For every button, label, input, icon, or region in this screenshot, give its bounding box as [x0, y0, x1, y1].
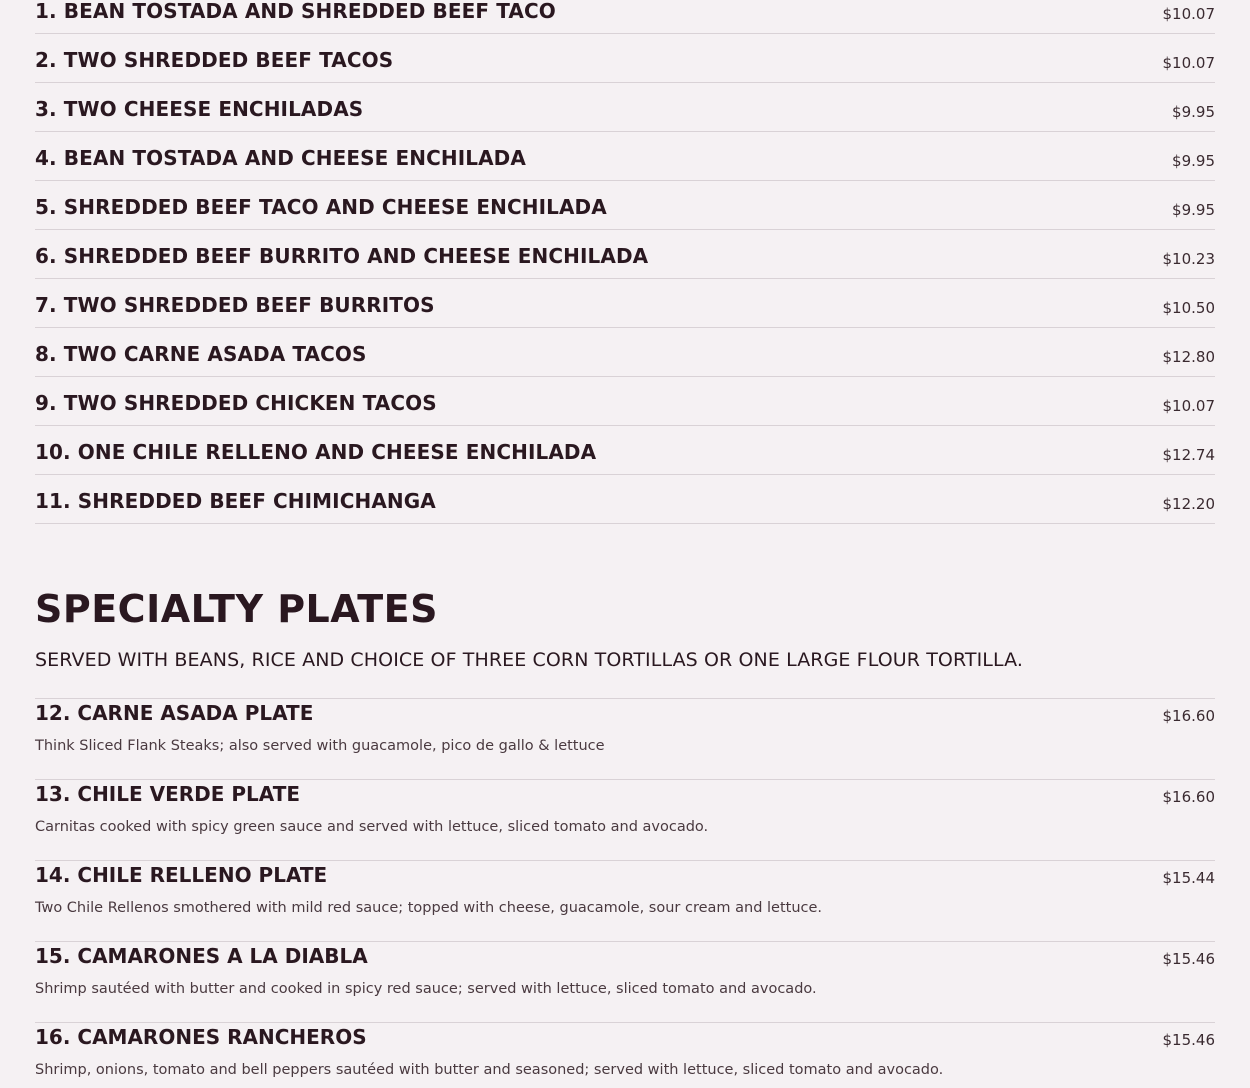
- menu-item-name: 4. BEAN TOSTADA AND CHEESE ENCHILADA: [35, 146, 526, 170]
- menu-item-price: $15.44: [1162, 869, 1215, 887]
- menu-item-name: 16. CAMARONES RANCHEROS: [35, 1025, 367, 1049]
- menu-item-price: $9.95: [1172, 103, 1215, 121]
- menu-item-price: $15.46: [1162, 950, 1215, 968]
- menu-item-price: $9.95: [1172, 152, 1215, 170]
- menu-item-description: Shrimp, onions, tomato and bell peppers sautéed with butter and seasoned; served with lettuce, sliced tomato and avocado.: [35, 1062, 944, 1078]
- section-subtitle: SERVED WITH BEANS, RICE AND CHOICE OF THREE CORN TORTILLAS OR ONE LARGE FLOUR TORTILLA.: [35, 649, 1024, 671]
- menu-item-name: 14. CHILE RELLENO PLATE: [35, 863, 328, 887]
- combination-plates-list: [35, 0, 1215, 524]
- menu-item-name: 8. TWO CARNE ASADA TACOS: [35, 342, 367, 366]
- menu-item[interactable]: [35, 779, 1215, 860]
- menu-item[interactable]: [35, 34, 1215, 83]
- menu-item-name: 7. TWO SHREDDED BEEF BURRITOS: [35, 293, 435, 317]
- menu-item-price: $12.74: [1162, 446, 1215, 464]
- menu-item-price: $9.95: [1172, 201, 1215, 219]
- menu-item-name: 5. SHREDDED BEEF TACO AND CHEESE ENCHILADA: [35, 195, 607, 219]
- specialty-plates-list: [35, 698, 1215, 1088]
- menu-item-name: 13. CHILE VERDE PLATE: [35, 782, 301, 806]
- menu-item-description: Two Chile Rellenos smothered with mild red sauce; topped with cheese, guacamole, sour cream and lettuce.: [35, 900, 823, 916]
- menu-item-price: $16.60: [1162, 707, 1215, 725]
- menu-item-name: 10. ONE CHILE RELLENO AND CHEESE ENCHILADA: [35, 440, 597, 464]
- menu-item-name: 2. TWO SHREDDED BEEF TACOS: [35, 48, 394, 72]
- menu-item[interactable]: [35, 698, 1215, 779]
- menu-item[interactable]: [35, 426, 1215, 475]
- menu-item[interactable]: [35, 181, 1215, 230]
- menu-item[interactable]: [35, 377, 1215, 426]
- menu-item[interactable]: [35, 475, 1215, 524]
- menu-item-price: $10.07: [1162, 54, 1215, 72]
- menu-item-price: $10.07: [1162, 397, 1215, 415]
- menu-item-price: $10.50: [1162, 299, 1215, 317]
- menu-item-price: $16.60: [1162, 788, 1215, 806]
- menu-item-name: 3. TWO CHEESE ENCHILADAS: [35, 97, 364, 121]
- menu-item-price: $10.23: [1162, 250, 1215, 268]
- menu-item-name: 11. SHREDDED BEEF CHIMICHANGA: [35, 489, 436, 513]
- menu-item[interactable]: [35, 860, 1215, 941]
- menu-item[interactable]: [35, 83, 1215, 132]
- menu-item[interactable]: [35, 0, 1215, 34]
- section-title: SPECIALTY PLATES: [35, 587, 438, 631]
- menu-item-name: 1. BEAN TOSTADA AND SHREDDED BEEF TACO: [35, 0, 556, 23]
- menu-item-description: Think Sliced Flank Steaks; also served with guacamole, pico de gallo & lettuce: [35, 738, 605, 754]
- menu-item-description: Shrimp sautéed with butter and cooked in spicy red sauce; served with lettuce, sliced tomato and avocado.: [35, 981, 817, 997]
- menu-item[interactable]: [35, 328, 1215, 377]
- menu-item-price: $12.20: [1162, 495, 1215, 513]
- menu-item[interactable]: [35, 1022, 1215, 1088]
- menu-item-name: 15. CAMARONES A LA DIABLA: [35, 944, 368, 968]
- menu-item-price: $15.46: [1162, 1031, 1215, 1049]
- menu-item[interactable]: [35, 230, 1215, 279]
- menu-item[interactable]: [35, 279, 1215, 328]
- menu-item-name: 6. SHREDDED BEEF BURRITO AND CHEESE ENCHILADA: [35, 244, 649, 268]
- menu-item-price: $10.07: [1162, 5, 1215, 23]
- menu-item[interactable]: [35, 132, 1215, 181]
- menu-item-name: 12. CARNE ASADA PLATE: [35, 701, 314, 725]
- menu-item[interactable]: [35, 941, 1215, 1022]
- menu-item-description: Carnitas cooked with spicy green sauce and served with lettuce, sliced tomato and avocado.: [35, 819, 709, 835]
- menu-item-name: 9. TWO SHREDDED CHICKEN TACOS: [35, 391, 437, 415]
- menu-item-price: $12.80: [1162, 348, 1215, 366]
